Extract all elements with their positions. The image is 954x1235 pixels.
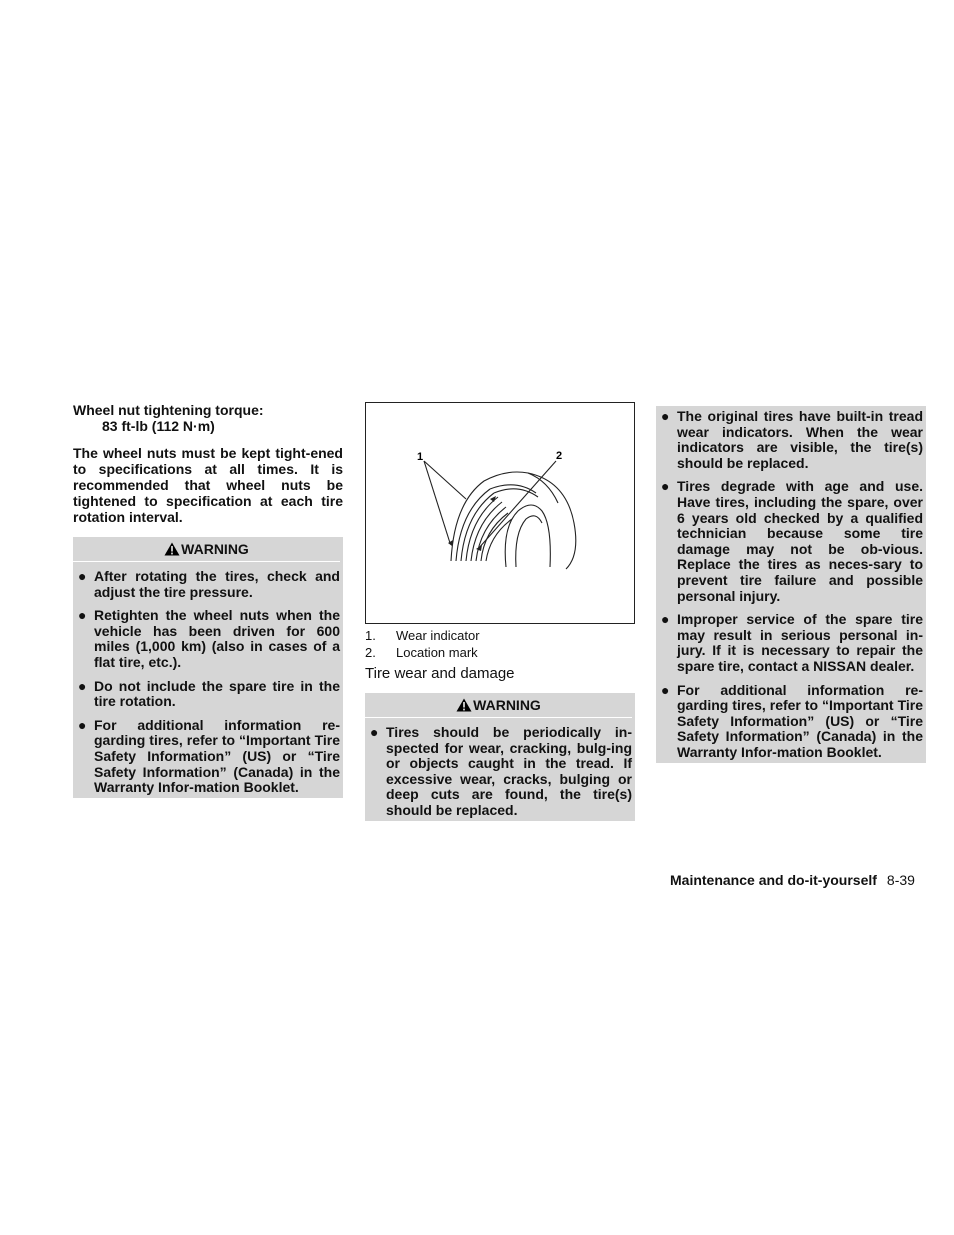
warning-bullet: ● Tires should be periodically in-spected for wear, cracking, bulg-ing or objects caught in the tread. If excessive wear, cracks, bulging or deep cuts are found, the tire(s) should be replaced. [370,724,632,818]
warning-bullet: ● After rotating the tires, check and adjust the tire pressure. [78,568,340,600]
warning-bullet-list [73,569,340,796]
bullet-dot-icon: ● [661,611,670,628]
tire-illustration [366,403,634,623]
bullet-dot-icon: ● [370,724,379,740]
torque-value: 83 ft-lb (112 N·m) [102,418,215,434]
tire-wear-figure [365,402,635,624]
left-column [73,402,343,798]
warning-triangle-icon [456,698,472,712]
bullet-dot-icon: ● [78,607,87,624]
warning-box-rotation [73,537,343,798]
warning-heading [73,537,340,562]
warning-heading [365,693,632,718]
warning-triangle-icon [164,542,180,556]
info-bullet: ● Tires degrade with age and use. Have tires, including the spare, over 6 years old checked by a qualified technician because some tire damage may not be ob-vious. Replace the tires as neces-sary to prevent tire failure and possible personal injury. [661,478,923,604]
right-column [656,406,926,763]
warning-box-inspection [365,693,635,821]
bullet-dot-icon: ● [661,478,670,495]
info-bullet: ● The original tires have built-in tread wear indicators. When the wear indicators are visible, the tire(s) should be replaced. [661,408,923,471]
warning-title: WARNING [473,697,541,713]
page-footer [670,872,915,888]
warning-title: WARNING [181,541,249,557]
warning-bullet: ● For additional information re-garding tires, refer to “Important Tire Safety Information” (US) or “Tire Safety Information” (Canada) in the Warranty Infor-mation Booklet. [78,716,340,796]
warning-bullet: ● Do not include the spare tire in the tire rotation. [78,677,340,710]
info-bullet: ● Improper service of the spare tire may result in serious personal in-jury. If it is necessary to repair the spare tire, contact a NISSAN dealer. [661,611,923,674]
bullet-dot-icon: ● [78,716,87,733]
bullet-dot-icon: ● [661,408,670,424]
tire-info-bullet-list [656,409,923,760]
figure-caption: 2. Location mark [365,645,478,660]
figure-callout-1: 1 [417,451,424,463]
bullet-dot-icon: ● [78,568,87,584]
info-bullet: ● For additional information re-garding tires, refer to “Important Tire Safety Information” (US) or “Tire Safety Information” (Canada) in the Warranty Infor-mation Booklet. [661,681,923,760]
page-number: 8-39 [886,872,915,888]
wheel-nut-paragraph: The wheel nuts must be kept tight-ened to specifications at all times. It is recommended that wheel nuts be tightened to specification at each tire rotation interval. [73,445,343,525]
figure-caption: 1. Wear indicator [365,628,480,643]
bullet-dot-icon: ● [78,677,87,694]
torque-heading: Wheel nut tightening torque: [73,402,264,418]
bullet-dot-icon: ● [661,681,670,698]
footer-section-title: Maintenance and do-it-yourself [670,872,877,888]
middle-column [365,402,635,821]
figure-title: Tire wear and damage [365,665,515,682]
warning-bullet: ● Retighten the wheel nuts when the vehicle has been driven for 600 miles (1,000 km) (also in cases of a flat tire, etc.). [78,607,340,670]
figure-callout-2: 2 [556,450,563,462]
warning-bullet-list [365,725,632,819]
info-box [656,406,926,763]
